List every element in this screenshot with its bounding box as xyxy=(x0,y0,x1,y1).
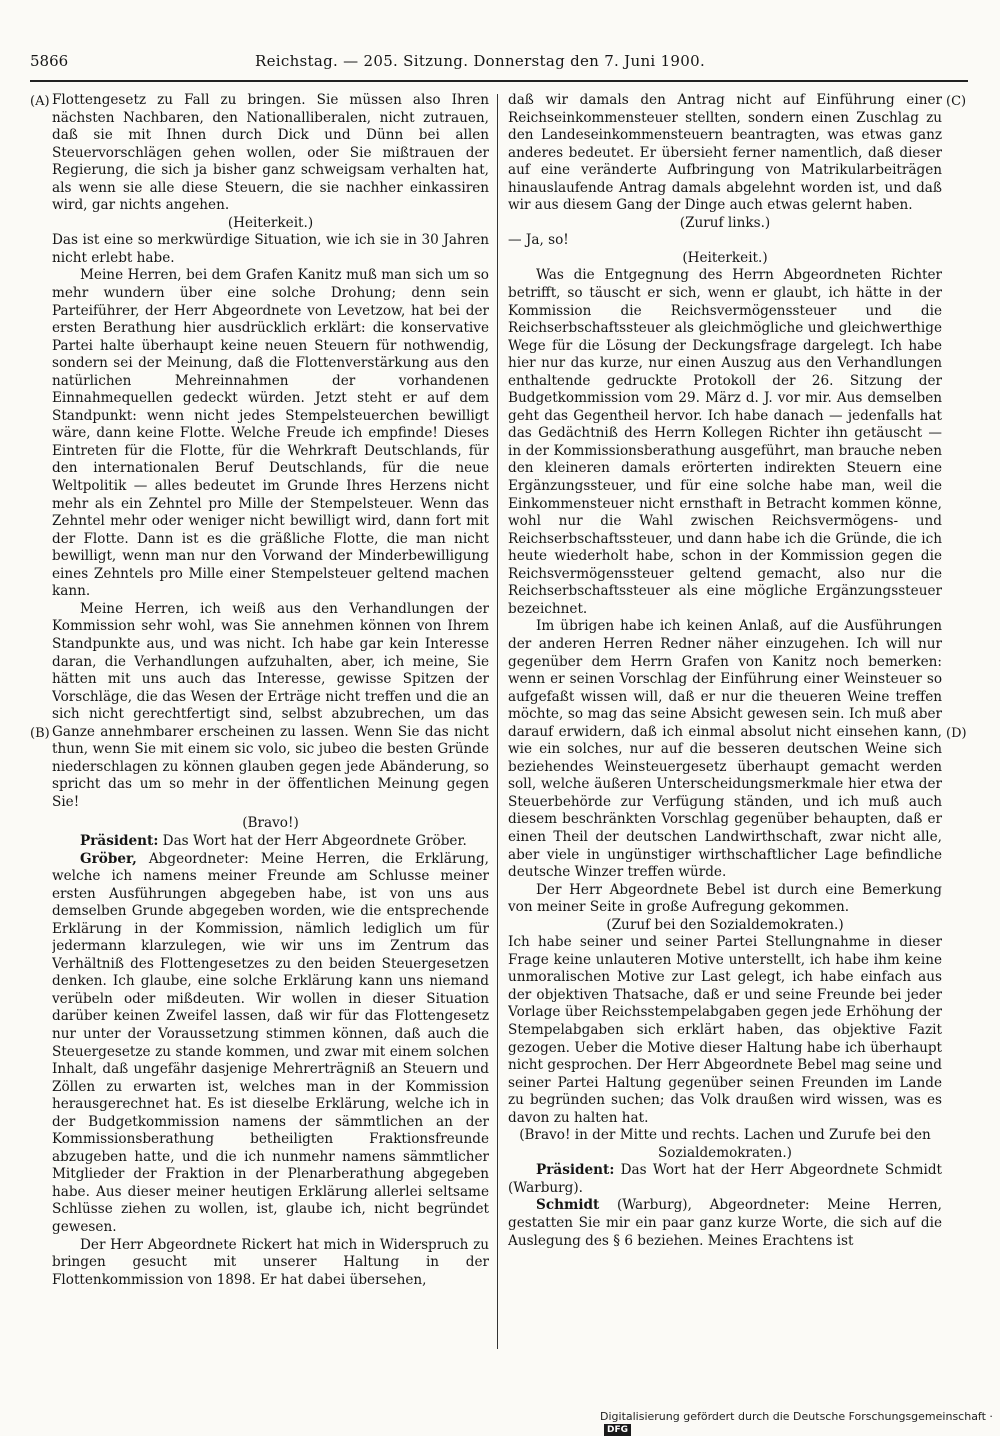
paragraph: Meine Herren, ich weiß aus den Verhandlungen der Kommission sehr wohl, was Sie annehmen können von Ihrem Standpunkte aus, und was nicht. Ich habe gar kein Interesse daran, die Verhandlungen aufzuhalten, aber, ich meine, Sie hätten mit uns auch das Interesse, gewisse Spitzen der Vorschläge, die das Wesen der Erträge nicht treffen und die an sich nicht gerechtfertigt sind, selbst abzubrechen, um das Ganze annehmbarer erscheinen zu lassen. Wenn Sie das nicht thun, wenn Sie mit einem sic volo, sic jubeo die besten Gründe niederschlagen zu können glauben gegen jede Abänderung, so spricht das um so mehr in der öffentlichen Meinung gegen Sie! xyxy=(52,600,489,810)
speaker-name: Präsident: xyxy=(80,832,159,849)
speaker-paragraph xyxy=(508,1162,942,1197)
interjection: (Heiterkeit.) xyxy=(227,214,314,231)
interjection: (Bravo!) xyxy=(242,815,299,832)
interjection: (Heiterkeit.) xyxy=(682,249,768,266)
speech-text: Abgeordneter: Meine Herren, die Erklärung, welche ich namens meiner Freunde am Schlusse meiner ersten Ausführungen abgegeben habe, ist von uns aus demselben Grunde abgegeben worden, wie die entsprechende Erklärung in der Kommission, nämlich lediglich um für jedermann klarzulegen, wie wir uns im Zentrum das Verhältniß des Flottengesetzes zu den beiden Steuergesetzen denken. Ich glaube, eine solche Erklärung kann uns niemand verübeln oder mißdeuten. Wir wollen in dieser Situation darüber keinen Zweifel lassen, daß wir für das Flottengesetz nur unter der Voraussetzung stimmen können, daß auch die Steuergesetze zu stande kommen, und zwar mit einem solchen Inhalt, daß ungefähr dasjenige Mehrerträgniß an Steuern und Zöllen zu erwarten ist, welches man in der Kommission herausgerechnet hat. Es ist dieselbe Erklärung, welche ich in der Budgetkommission namens der sämmtlichen an der Kommissionsberathung betheiligten Fraktionsfreunde abzugeben hatte, und die ich nunmehr namens sämmtlicher Mitglieder der Fraktion in der Plenarberathung abgegeben habe. Aus dieser meiner heutigen Erklärung allerlei seltsame Schlüsse ziehen zu wollen, ist, glaube ich, nicht begründet gewesen. xyxy=(52,850,489,1235)
running-title: Reichstag. — 205. Sitzung. Donnerstag den 7. Juni 1900. xyxy=(255,52,706,70)
paragraph: Was die Entgegnung des Herrn Abgeordneten Richter betrifft, so täuscht er sich, wenn er glaubt, ich hätte in der Kommission die Reichsvermögenssteuer und die Reichserbschaftssteuer als gleichmögliche und gleichwerthige Wege für die Lösung der Deckungsfrage dargelegt. Ich habe hier nur das kurze, nur einen Auszug aus den Verhandlungen enthaltende gedruckte Protokoll der 26. Sitzung der Budgetkommission vom 29. März d. J. vor mir. Aus demselben geht das Gegentheil hervor. Ich habe danach — jedenfalls hat das Gedächtniß des Herrn Kollegen Richter ihn getäuscht — in der Kommissionsberathung ausgeführt, man brauche neben den kleineren damals erörterten indirekten Steuern eine Ergänzungssteuer, und für eine solche habe man, weil die Einkommensteuer nicht ernsthaft in Betracht kommen könne, wohl nur die Wahl zwischen Reichsvermögens- und Reichserbschaftssteuer, und dann habe ich die Gründe, die ich heute wiederholt habe, schon in der Kommission gegen die Reichsvermögenssteuer geltend gemacht, also nur die Reichserbschaftssteuer als eine mögliche Ergänzungssteuer bezeichnet. xyxy=(508,267,942,617)
speech-text: Das Wort hat der Herr Abgeordnete Gröber. xyxy=(162,832,467,849)
speaker-paragraph xyxy=(52,851,489,1237)
speaker-paragraph xyxy=(52,833,489,851)
interjection: (Zuruf bei den Sozialdemokraten.) xyxy=(606,916,844,933)
paragraph: Ich habe seiner und seiner Partei Stellungnahme in dieser Frage keine unlauteren Motive unterstellt, ich habe ihm keine unmoralischen Motive zur Last gelegt, ich habe einfach aus der objektiven Thatsache, daß er und seine Freunde bei jeder Vorlage über Reichsstempelabgaben gegen jede Erhöhung der Stempelabgaben sich erklärt haben, das objektive Fazit gezogen. Ueber die Motive dieser Haltung habe ich überhaupt nicht gesprochen. Der Herr Abgeordnete Bebel mag seine und seiner Partei Haltung gegenüber seinen Freunden im Lande zu begründen suchen; das Volk draußen wird wissen, was es davon zu halten hat. xyxy=(508,934,942,1126)
footer-text: Digitalisierung gefördert durch die Deutsche Forschungsgemeinschaft · xyxy=(600,1410,993,1423)
paragraph: — Ja, so! xyxy=(508,232,569,249)
header-rule xyxy=(30,80,968,82)
margin-marker-b: (B) xyxy=(30,726,50,741)
right-column xyxy=(508,92,942,1354)
column-divider xyxy=(497,94,498,1349)
speaker-paragraph xyxy=(508,1197,942,1250)
speech-text: (Warburg), Abgeordneter: Meine Herren, gestatten Sie mir ein paar ganz kurze Worte, die sich auf die Auslegung des § 6 beziehen. Meines Erachtens ist xyxy=(508,1197,942,1249)
interjection: (Bravo! in der Mitte und rechts. Lachen und Zurufe bei den Sozialdemokraten.) xyxy=(519,1127,931,1161)
dfg-logo-icon: DFG xyxy=(604,1424,631,1436)
speech-text: Das Wort hat der Herr Abgeordnete Schmidt (Warburg). xyxy=(508,1162,942,1196)
margin-marker-c: (C) xyxy=(946,94,967,109)
margin-marker-d: (D) xyxy=(946,726,967,741)
margin-marker-a: (A) xyxy=(30,94,50,109)
speaker-name: Schmidt xyxy=(536,1197,600,1214)
paragraph: Im übrigen habe ich keinen Anlaß, auf die Ausführungen der anderen Herren Redner näher einzugehen. Ich will nur gegenüber dem Herrn Grafen von Kanitz noch bemerken: wenn er seinen Vorschlag der Einführung einer Weinsteuer so aufgefaßt wissen will, daß er nur die theueren Weine treffen möchte, so mag das seine Absicht gewesen sein. Ich muß aber darauf erwidern, daß ich einmal absolut nicht einsehen kann, wie ein solches, nur auf die besseren deutschen Weine sich beziehendes Weinsteuergesetz überhaupt gemacht werden soll, welche äußeren Unterscheidungsmerkmale hier etwa der Steuerbehörde zur Verfügung ständen, und ich muß auch diesem beschränkten Vorschlag gegenüber behaupten, daß er einen Theil der deutschen Landwirthschaft, zwar nicht alle, aber viele in ungünstiger wirthschaftlicher Lage befindliche deutsche Winzer treffen würde. xyxy=(508,618,942,881)
page-header xyxy=(30,52,968,78)
paragraph: Der Herr Abgeordnete Rickert hat mich in Widerspruch zu bringen gesucht mit unserer Haltung in der Flottenkommission von 1898. Er hat dabei übersehen, xyxy=(52,1236,489,1288)
page-number: 5866 xyxy=(30,52,69,70)
footer-credit xyxy=(600,1410,1000,1436)
interjection: (Zuruf links.) xyxy=(679,214,771,231)
paragraph: Das ist eine so merkwürdige Situation, wie ich sie in 30 Jahren nicht erlebt habe. xyxy=(52,232,489,266)
paragraph: Der Herr Abgeordnete Bebel ist durch eine Bemerkung von meiner Seite in große Aufregung gekommen. xyxy=(508,881,942,916)
paragraph: daß wir damals den Antrag nicht auf Einführung einer Reichseinkommensteuer stellten, sondern einen Zuschlag zu den Landeseinkommensteuern beantragten, was etwas ganz anderes bedeutet. Er übersieht ferner namentlich, daß dieser auf eine veränderte Aufbringung von Matrikularbeiträgen hinauslaufende Antrag damals abgelehnt worden ist, und daß wir aus diesem Gang der Dinge auch etwas gelernt haben. xyxy=(508,92,942,214)
left-column xyxy=(52,92,489,1354)
speaker-name: Gröber, xyxy=(80,850,137,867)
paragraph: Flottengesetz zu Fall zu bringen. Sie müssen also Ihren nächsten Nachbaren, den Nationalliberalen, nicht zutrauen, daß sie mit Ihnen durch Dick und Dünn bei allen Steuervorschlägen gehen wollen, oder Sie mißtrauen der Regierung, die sich ja bisher ganz schweigsam verhalten hat, als wenn sie alle diese Steuern, die sie nachher einkassiren wird, gar nichts angehen. xyxy=(52,92,489,214)
paragraph: Meine Herren, bei dem Grafen Kanitz muß man sich um so mehr wundern über eine solche Drohung; denn sein Parteiführer, der Herr Abgeordnete von Levetzow, hat bei der ersten Berathung hier ausdrücklich erklärt: die konservative Partei halte überhaupt keine neuen Steuern für nothwendig, sondern sei der Meinung, daß die Flottenverstärkung aus den natürlichen Mehreinnahmen der vorhandenen Einnahmequellen gedeckt würden. Jetzt steht er auf dem Standpunkt: wenn nicht jedes Stempelsteuerchen bewilligt wäre, dann keine Flotte. Welche Freude ich empfinde! Dieses Eintreten für die Flotte, für die Wehrkraft Deutschlands, für den internationalen Beruf Deutschlands, für die neue Weltpolitik — alles bedeutet im Grunde Ihres Herzens nicht mehr als ein Zehntel pro Mille der Stempelsteuer. Wenn das Zehntel mehr oder weniger nicht bewilligt wird, dann fort mit der Flotte. Dann ist es die gräßliche Flotte, die man nicht bewilligt, wenn man nur den Vorwand der Minderbewilligung eines Zehntels pro Mille einer Stempelsteuer geltend machen kann. xyxy=(52,267,489,600)
speaker-name: Präsident: xyxy=(536,1162,615,1179)
